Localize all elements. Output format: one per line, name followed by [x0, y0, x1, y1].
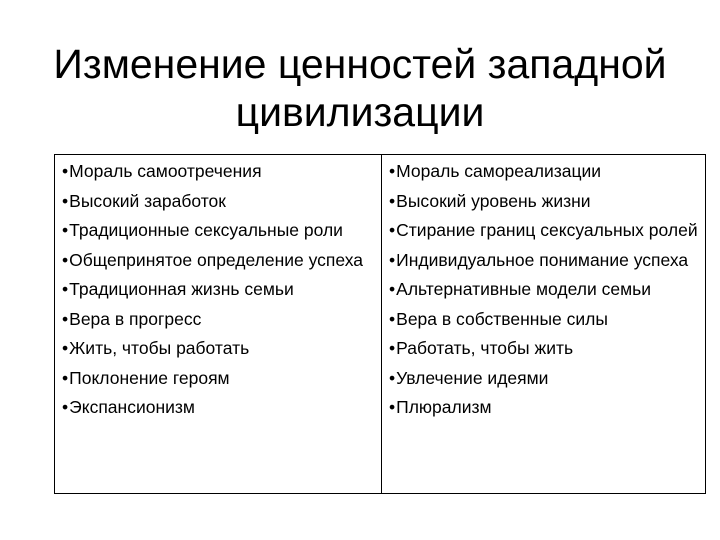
list-item: [62, 191, 375, 212]
list-item-text: Высокий уровень жизни: [396, 190, 591, 211]
list-item: [389, 309, 699, 330]
bullet-icon: •: [389, 397, 396, 417]
slide-title-line-2: цивилизации: [235, 89, 485, 135]
list-item: [62, 397, 375, 418]
list-item-text: Работать, чтобы жить: [396, 338, 574, 358]
list-item-text: Мораль самореализации: [396, 161, 602, 181]
slide-title: [40, 40, 680, 136]
bullet-icon: •: [389, 367, 396, 388]
slide-title-line-1: Изменение ценностей западной: [53, 41, 667, 87]
list-item: [389, 161, 699, 182]
bullet-icon: •: [389, 279, 396, 299]
list-item: [389, 279, 699, 300]
left-values-list: [62, 161, 375, 418]
list-item-text: Увлечение идеями: [396, 367, 549, 388]
bullet-icon: •: [62, 279, 69, 299]
list-item-text: Поклонение героям: [69, 367, 230, 388]
list-item: [62, 309, 375, 330]
list-item: [62, 368, 375, 389]
list-item-text: Вера в собственные силы: [396, 308, 608, 329]
list-item: [389, 191, 699, 212]
bullet-icon: •: [62, 249, 69, 270]
bullet-icon: •: [389, 190, 396, 211]
list-item: [62, 220, 375, 241]
list-item: [62, 250, 375, 271]
bullet-icon: •: [62, 397, 69, 417]
right-values-list: [389, 161, 699, 418]
bullet-icon: •: [389, 220, 396, 240]
list-item: [389, 220, 699, 241]
list-item-text: Экспансионизм: [69, 397, 195, 417]
list-item-text: Вера в прогресс: [69, 308, 202, 329]
bullet-icon: •: [389, 338, 396, 358]
list-item: [389, 338, 699, 359]
list-item-text: Стирание границ сексуальных ролей: [396, 220, 698, 240]
list-item-text: Высокий заработок: [69, 190, 226, 211]
right-column: [382, 155, 705, 493]
list-item-text: Плюрализм: [396, 397, 492, 417]
list-item: [389, 250, 699, 271]
left-column: [55, 155, 382, 493]
list-item: [62, 338, 375, 359]
bullet-icon: •: [62, 220, 69, 240]
bullet-icon: •: [389, 249, 396, 270]
list-item-text: Индивидуальное понимание успеха: [396, 249, 689, 270]
bullet-icon: •: [62, 308, 69, 329]
list-item-text: Традиционная жизнь семьи: [69, 279, 294, 299]
bullet-icon: •: [389, 308, 396, 329]
bullet-icon: •: [389, 161, 396, 181]
list-item-text: Жить, чтобы работать: [69, 338, 250, 358]
list-item: [62, 279, 375, 300]
bullet-icon: •: [62, 338, 69, 358]
bullet-icon: •: [62, 367, 69, 388]
list-item: [389, 368, 699, 389]
list-item: [389, 397, 699, 418]
comparison-table: [54, 154, 706, 494]
list-item-text: Мораль самоотречения: [69, 161, 262, 181]
list-item-text: Традиционные сексуальные роли: [69, 220, 343, 240]
bullet-icon: •: [62, 161, 69, 181]
list-item-text: Альтернативные модели семьи: [396, 279, 651, 299]
bullet-icon: •: [62, 190, 69, 211]
list-item: [62, 161, 375, 182]
list-item-text: Общепринятое определение успеха: [69, 249, 364, 270]
